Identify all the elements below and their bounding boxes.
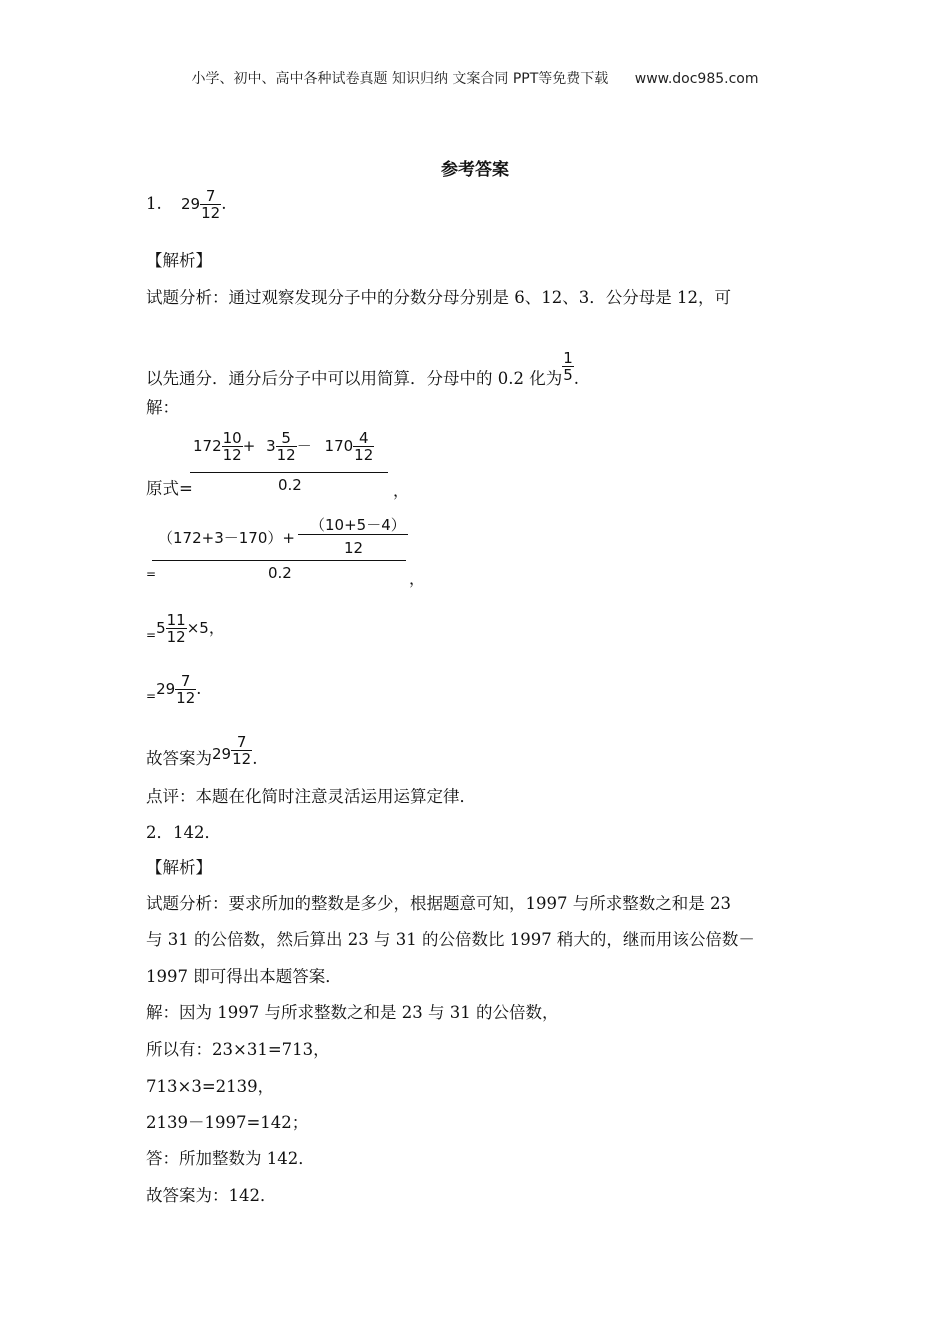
step1-fraction-bar (190, 472, 388, 473)
q1-jiexi-label: 【解析】 (146, 251, 212, 270)
q2-solution-line5: 答：所加整数为 142． (146, 1149, 315, 1168)
step2-inner-denominator: 12 (344, 539, 364, 557)
q2-analysis-line1: 试题分析：要求所加的整数是多少，根据题意可知，1997 与所求整数之和是 23 (146, 894, 731, 913)
step2-equals: = (146, 567, 157, 581)
step1-label: 原式= (146, 479, 193, 498)
q2-analysis-line2: 与 31 的公倍数，然后算出 23 与 31 的公倍数比 1997 稍大的，继而用该公倍数－ (146, 930, 755, 949)
q1-answer-whole: 29 (181, 195, 201, 213)
q2-solution-line6: 故答案为：142． (146, 1186, 277, 1205)
q2-answer-line: 2．142． (146, 823, 221, 842)
q2-analysis-line3: 1997 即可得出本题答案． (146, 967, 342, 986)
q1-comment: 点评：本题在化简时注意灵活运用运算定律． (146, 787, 476, 806)
step2-comma: ， (409, 569, 426, 588)
q1-analysis-line1: 试题分析：通过观察发现分子中的分数分母分别是 6、12、3．公分母是 12，可 (146, 288, 731, 307)
step1-denominator: 0.2 (278, 476, 302, 494)
q1-answer-line: 1. 29 $\frac{7}{12}$ . (146, 187, 227, 222)
step2-inner-numerator: （10+5－4） (310, 516, 406, 534)
q1-final-answer: 故答案为29 $\frac{7}{12}$ . (146, 733, 258, 768)
page-header (0, 68, 950, 88)
step4-line: $_=$29 $\frac{7}{12}$ . (146, 672, 202, 707)
q1-number: 1. (146, 194, 162, 213)
step1-comma: ， (393, 481, 410, 500)
header-url[interactable]: www.doc985.com (634, 71, 759, 87)
q1-jie-label: 解： (146, 398, 179, 417)
q2-solution-line3: 713×3=2139， (146, 1077, 275, 1096)
page-title: 参考答案 (441, 160, 509, 180)
step2-inner-bar (298, 534, 408, 535)
step2-denominator: 0.2 (268, 564, 292, 582)
q2-solution-line4: 2139－1997=142； (146, 1113, 309, 1132)
step2-fraction-bar (152, 560, 406, 561)
q2-solution-line1: 解：因为 1997 与所求整数之和是 23 与 31 的公倍数， (146, 1003, 559, 1022)
q1-analysis-line2: 以先通分．通分后分子中可以用简算．分母中的 0.2 化为 $\frac{1}{5}$ . (146, 349, 580, 388)
q2-solution-line2: 所以有：23×31=713， (146, 1040, 330, 1059)
header-text: 小学、初中、高中各种试卷真题 知识归纳 文案合同 PPT等免费下载 (191, 71, 609, 87)
q1-answer-fraction: $\frac{7}{12}$ (201, 187, 221, 222)
step3-line: $_=$5 $\frac{11}{12}$ ×5， (146, 611, 225, 646)
q1-analysis-fraction: $\frac{1}{5}$ (563, 349, 573, 384)
step2-left-term: （172+3－170）+ (158, 529, 295, 547)
q2-jiexi-label: 【解析】 (146, 858, 212, 877)
step1-numerator: 172 $\frac{10}{12}$ + 3 $\frac{5}{12}$ － 170 $\frac{4}{12}$ (193, 429, 374, 464)
